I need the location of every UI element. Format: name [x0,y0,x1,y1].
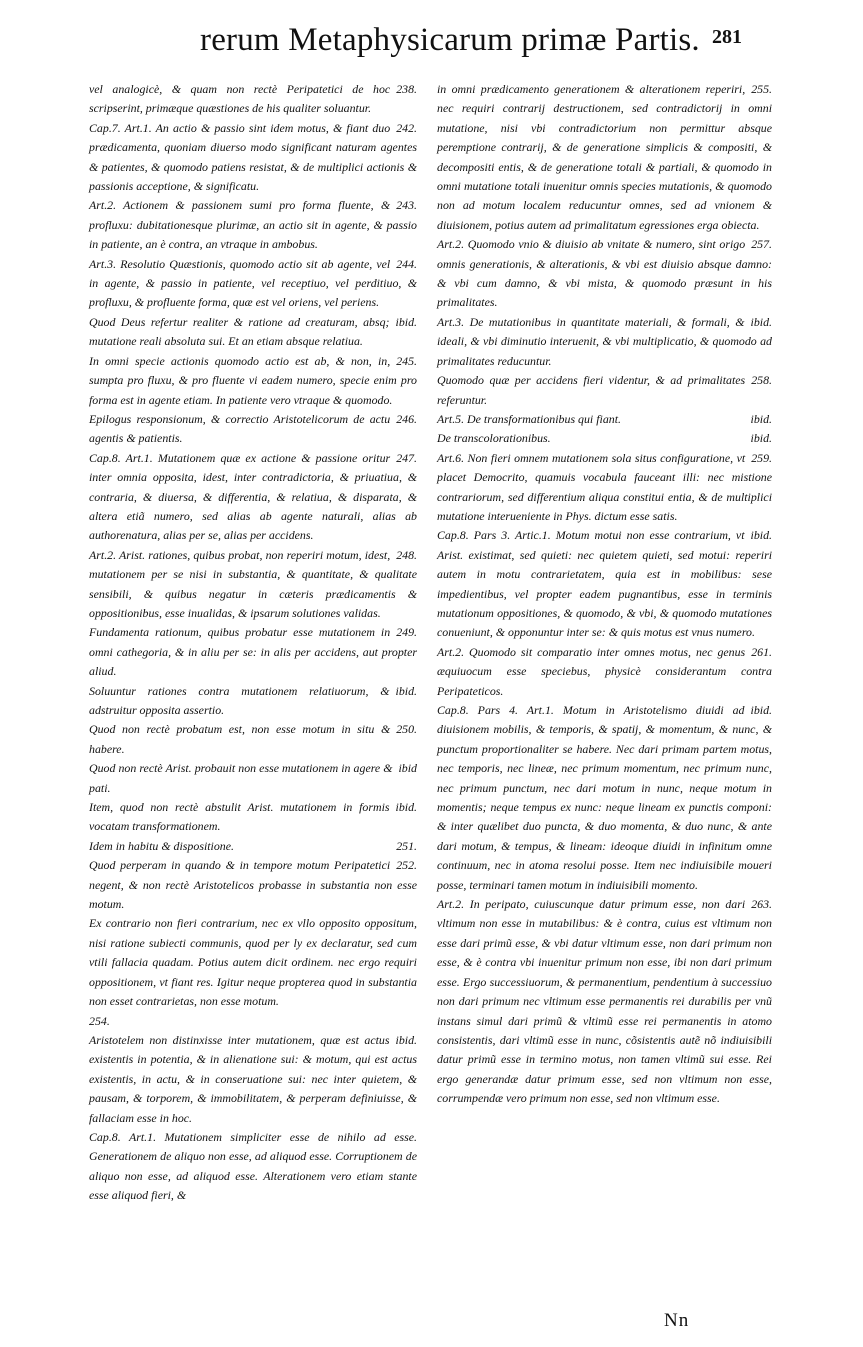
index-entry-text: Art.2. Arist. rationes, quibus probat, non reperiri motum, idest, mutationem per se nisi in substantia, & quantitate, & qualitate sensibili, & quibus negatur in cæteris prædicamentis & oppositionibus, esse inualidas, & ipsarum solutiones validas. [89,547,417,620]
index-entry-page: 263. [751,897,772,912]
index-entry [437,643,772,701]
index-entry [89,80,417,119]
index-entry-text: Soluuntur rationes contra mutationem relatiuorum, & adstruitur opposita assertio. [89,683,390,717]
index-entry-page: ibid. [750,703,772,717]
index-entry-text: in omni prædicamento generationem & alterationem reperiri, nec requiri contrarij destructionem, sed contradictorij in omni mutatione, nisi vbi contradictorium non permittur absque peremptione contrarij, & de generatione simplicis & compositi, & decompositi entis, & de generatione totali & partiali, & quomodo in omni mutatione totali inuenitur omnis species mutationis, & quomodo non ad motum localem reducuntur omnes, sed ad vnionem & diuisionem, potius autem ad primalitatum egressiones erga obiecta. [437,82,772,232]
index-entry-text: vel analogicè, & quam non rectè Peripatetici de hoc scripserint, primæque quæstiones de his qualiter soluantur. [89,82,391,116]
index-entry-text: Art.2. Quomodo sit comparatio inter omnes motus, nec genus æquiuocum esse speciebus, physicè considerantum contra Peripateticos. [437,644,772,698]
page-number: 281 [712,26,742,48]
index-entry-text: Art.3. De mutationibus in quantitate materiali, & formali, & ideali, & vbi diminutio interuenit, & vbi multiplicatio, & quomodo ad primalitates reducuntur. [437,314,772,368]
index-entry-text: Cap.8. Pars 4. Art.1. Motum in Aristotelismo diuidi ad diuisionem mobilis, & temporis, & spatij, & momentum, & nunc, & punctum proportionaliter se habere. Nec dari primam partem motus, nec temporis, nec lineæ, nec primum momentum, nec primum nunc, nec primum punctum, nec dari motum in nunc, neque motum in momentis; neque tempus ex nunc: neque lineam ex punctis componi: & inter quælibet duo puncta, & duo momenta, & duo nunc, & ante dari motum, & tempus, & lineam: ideoque diuidi in infinitum omne continuum, nec in atoma resolui posse. Item nec indiuisibile moueri posse, terminari tamen motum in indiuisibili momento. [437,703,772,892]
index-entry-page: ibid. [395,314,417,329]
index-entry-text: Art.6. Non fieri omnem mutationem sola situs configuratione, vt placet Democrito, quamuis vocabula fauceant illi: nec mistione contrariorum, sed differentium aliqua constitui entia, & de multiplici mutatione interueniente in Phys. dictum esse satis. [437,450,772,523]
index-entry-page: ibid. [395,800,417,815]
index-entry-text: Art.2. Quomodo vnio & diuisio ab vnitate & numero, sint origo omnis generationis, & alterationis, & vbi est diuisio absque damno: & vbi cum damno, & vbi mista, & quomodo præsunt in his primalitates. [437,237,772,310]
index-entry-page: 259. [751,450,772,465]
index-entry-text: Cap.8. Pars 3. Artic.1. Motum motui non esse contrarium, vt Arist. existimat, sed quieti: nec quietem quieti, sed motui: reperiri autem in motu contrarietatem, quia est in mobilibus: sese impedientibus, vel propter eadem pugnantibus, esse in terminis mutationum oppositiones, & quomodo, & vbi, & quomodo mutationes conueniunt, & opponuntur inter se: & quis motus est vnus numero. [437,528,772,640]
index-entry [89,682,417,721]
index-entry [437,80,772,235]
index-entry [89,119,417,197]
left-column [89,80,417,1206]
index-entry-page: 251. [396,838,417,853]
index-entry-page: 255. [751,82,772,96]
index-entry-page: 249. [396,625,417,640]
index-entry-text: Epilogus responsionum, & correctio Aristotelicorum de actu agentis & patientis. [89,411,391,446]
index-entry-page: 258. [751,373,772,388]
index-entry [89,313,417,352]
index-entry-page: ibid. [750,314,772,329]
index-entry [89,720,417,759]
index-entry-page: ibid. [750,411,772,426]
index-entry [437,429,772,448]
index-entry-page: 254. [89,1013,110,1028]
index-entry-text: Art.3. Resolutio Quæstionis, quomodo actio sit ab agente, vel in agente, & passio in patiente, vel receptiuo, vel perditiuo, & profluxu, & profluente forma, quæ est vel oriens, vel periens. [89,256,417,310]
index-entry-page: 252. [396,858,417,873]
index-entry-page: 250. [396,722,417,737]
index-entry-text: Item, quod non rectè abstulit Arist. mutationem in formis vocatam transformationem. [89,800,390,834]
index-entry-page: 243. [396,198,417,213]
right-column [437,80,772,1109]
index-entry [437,701,772,895]
index-entry-page: 248. [396,547,417,562]
index-entry [89,546,417,624]
index-entry-text: Art.2. Actionem & passionem sumi pro forma fluente, & profluxu: dubitationesque plurimæ, an actio sit in agente, & passio in patiente, an è contra, an vtraque in ambobus. [89,198,417,252]
index-entry [89,449,417,546]
index-entry-text: Ex contrario non fieri contrarium, nec ex vllo opposito oppositum, nisi ratione subiecti communis, quod per ly ex declaratur, sed cum vtili fallacia quadam. Potius autem dicit ordinem. nec ergo requiri oppositionem, vt fiant res. Igitur neque propterea quod in substantia non esset contrarietas, non esse motum. [89,916,417,1009]
signature-mark: Nn [664,1310,690,1331]
index-entry [89,196,417,254]
index-entry [437,526,772,642]
index-entry-page: ibid. [395,1032,417,1047]
index-entry-page: 246. [396,411,417,426]
index-entry-page: ibid [398,761,417,776]
index-entry-page: 247. [396,450,417,465]
index-entry [89,914,417,1030]
index-entry [89,856,417,914]
index-entry-text: Idem in habitu & dispositione. [89,838,234,853]
index-entry [437,449,772,527]
index-entry [437,895,772,1108]
index-entry-page: 245. [396,353,417,368]
index-entry-page: ibid. [395,683,417,698]
page-header [0,18,863,70]
index-entry-text: Cap.8. Art.1. Mutationem quæ ex actione & passione oritur inter omnia opposita, idest, inter contradictoria, & priuatiua, & contraria, & diuersa, & differentia, & relatiua, & disparata, & altera etiã numero, sed alias ab agente naturali, alias ab authorenatura, alias per se, alias per accidens. [89,450,417,543]
index-entry [89,1128,417,1206]
running-title: rerum Metaphysicarum primæ Partis. [200,22,700,58]
index-entry [89,798,417,837]
index-entry [437,371,772,410]
index-entry-text: Aristotelem non distinxisse inter mutationem, quæ est actus existentis in potentia, & in alienatione sui: & motum, qui est actus existentis, in actu, & in conseruatione sui: nec inter quietem, & pausam, & torporem, & immobilitatem, & perperam definiuisse, & fallaciam esse in hoc. [89,1032,417,1125]
index-entry [89,1031,417,1128]
index-entry-page: 261. [751,644,772,659]
index-entry [89,759,417,798]
index-entry [89,352,417,410]
index-entry-text: Art.5. De transformationibus qui fiant. [437,411,621,426]
index-entry-text: Quod Deus refertur realiter & ratione ad creaturam, absq; mutatione reali absoluta sui. Et an etiam absque relatiua. [89,314,390,349]
index-entry-text: Quod non rectè probatum est, non esse motum in situ & habere. [89,722,391,756]
index-entry-text: Quod non rectè Arist. probauit non esse mutationem in agere & pati. [89,761,393,795]
index-entry [89,623,417,681]
index-entry-page: 257. [751,237,772,252]
index-entry-text: Fundamenta rationum, quibus probatur esse mutationem in omni cathegoria, & in aliu per se: in alis per accidens, aut propter aliud. [89,625,417,679]
index-entry [89,837,417,856]
index-entry-page: ibid. [750,528,772,543]
index-entry [437,410,772,429]
index-entry-page: 238. [396,82,417,96]
index-entry [437,235,772,313]
index-entry-text: De transcolorationibus. [437,431,551,446]
index-entry [437,313,772,371]
index-entry-page: 242. [396,120,417,135]
index-entry-text: Cap.8. Art.1. Mutationem simpliciter esse de nihilo ad esse. Generationem de aliquo non esse, ad aliquod esse. Corruptionem de aliquo non esse, ad aliquod esse. Alterationem vero etiam stante esse aliquod fieri, & [89,1129,417,1203]
index-entry-text: Quomodo quæ per accidens fieri videntur, & ad primalitates referuntur. [437,373,746,407]
index-entry-text: In omni specie actionis quomodo actio est ab, & non, in, sumpta pro fluxu, & pro fluente vi eadem numero, specie enim pro forma est in agente etiam. In patiente vero vtraque & quomodo. [89,353,417,407]
index-entry-page: 244. [396,256,417,271]
index-entry-text: Quod perperam in quando & in tempore motum Peripatetici negent, & non rectè Aristotelicos probasse in substantia non esse motum. [89,858,417,912]
index-entry-text: Art.2. In peripato, cuiuscunque datur primum esse, non dari vltimum non esse in mutabilibus: & è contra, cuius est vltimum non esse dari primũ esse, & vbi datur vltimum esse, non dari primum non esse, & è contra vbi inuenitur primum non esse, ibi non dari primum esse. Ergo successiuorum, & permanentium, pendentium à successiuo non dari primum nec vltimum esse permanentis rei durabilis per vnũ instans simul dari primũ & vltimũ esse rei permanentis in atomo consistentis, dari vltimũ esse in nunc, cõsistentis autẽ nõ indiuisibili datur primũ esse in termino motus, non tamen vltimũ sui esse. Rei ergo generandæ datur primum esse, sed non vltimum non esse, corrumpendæ vero primum non esse, sed non vltimum esse. [437,897,772,1106]
index-entry [89,410,417,449]
index-entry [89,255,417,313]
index-entry-page: ibid. [750,431,772,446]
index-entry-text: Cap.7. Art.1. An actio & passio sint idem motus, & fiant duo prædicamenta, quoniam diuerso modo significant naturam agentes & patientes, & quomodo patiens resistat, & de multiplici actionis & passionis acceptione, & significatu. [89,120,417,194]
